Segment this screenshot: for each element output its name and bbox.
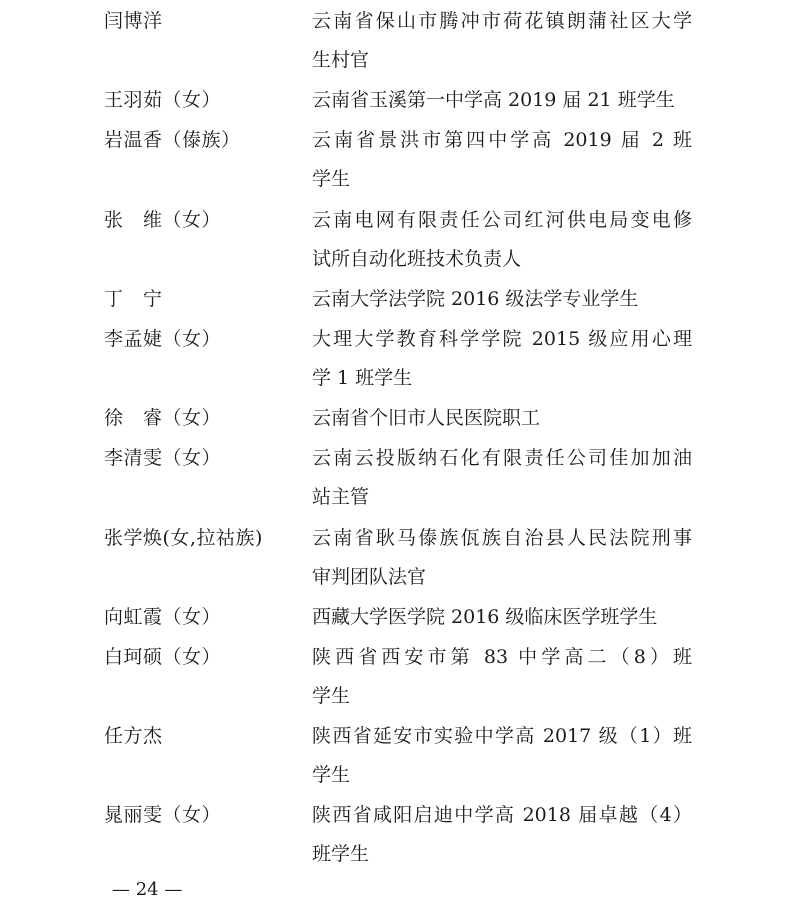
description-line: 陕西省咸阳启迪中学高 2018 届卓越（4）	[312, 804, 692, 827]
person-description	[312, 717, 692, 795]
person-name: 向虹霞（女）	[104, 605, 222, 628]
description-line: 云南省保山市腾冲市荷花镇朗蒲社区大学	[312, 10, 692, 32]
list-item	[0, 796, 793, 874]
person-name: 徐 睿（女）	[104, 407, 222, 430]
list-item	[0, 320, 793, 398]
list-item	[0, 638, 793, 716]
person-description	[312, 81, 692, 120]
description-line: 学生	[312, 168, 351, 191]
description-line: 大理大学教育科学学院 2015 级应用心理	[312, 328, 692, 350]
description-line: 生村官	[312, 49, 370, 71]
description-line: 云南电网有限责任公司红河供电局变电修	[312, 208, 692, 231]
list-item	[0, 81, 793, 120]
person-description	[312, 201, 692, 279]
description-line: 站主管	[312, 486, 370, 509]
person-name: 晁丽雯（女）	[104, 804, 222, 827]
person-name: 李孟婕（女）	[104, 328, 222, 350]
description-line: 云南省个旧市人民医院职工	[312, 407, 541, 430]
page-number: — 24 —	[112, 879, 183, 900]
description-line: 班学生	[312, 843, 370, 866]
description-line: 学 1 班学生	[312, 367, 413, 389]
person-description	[312, 439, 692, 517]
description-line: 学生	[312, 685, 351, 707]
description-line: 陕西省西安市第 83 中学高二（8）班	[312, 646, 692, 668]
list-item	[0, 439, 793, 517]
list-item	[0, 598, 793, 637]
person-description	[312, 598, 692, 637]
person-name: 岩温香（傣族）	[104, 129, 241, 152]
list-item	[0, 121, 793, 199]
person-description	[312, 796, 692, 874]
list-item	[0, 280, 793, 319]
description-line: 试所自动化班技术负责人	[312, 247, 522, 270]
person-description	[312, 2, 692, 80]
person-name: 任方杰	[104, 725, 163, 748]
list-item	[0, 399, 793, 438]
person-name: 闫博洋	[104, 10, 163, 32]
person-description	[312, 519, 692, 597]
person-name: 张 维（女）	[104, 208, 222, 231]
description-line: 审判团队法官	[312, 565, 427, 588]
description-line: 云南省玉溪第一中学高 2019 届 21 班学生	[312, 89, 675, 112]
description-line: 学生	[312, 764, 351, 787]
description-line: 西藏大学医学院 2016 级临床医学班学生	[312, 605, 658, 628]
person-name: 丁 宁	[104, 287, 163, 310]
list-item	[0, 201, 793, 279]
description-line: 云南省景洪市第四中学高 2019 届 2 班	[312, 129, 692, 152]
person-description	[312, 399, 692, 438]
person-description	[312, 280, 692, 319]
list-item	[0, 2, 793, 80]
person-name: 白珂硕（女）	[104, 646, 222, 668]
list-item	[0, 717, 793, 795]
person-name: 李清雯（女）	[104, 447, 222, 470]
description-line: 陕西省延安市实验中学高 2017 级（1）班	[312, 725, 692, 748]
person-description	[312, 121, 692, 199]
person-name: 张学焕(女,拉祜族)	[104, 526, 263, 549]
description-line: 云南大学法学院 2016 级法学专业学生	[312, 287, 639, 310]
person-description	[312, 638, 692, 716]
description-line: 云南云投版纳石化有限责任公司佳加加油	[312, 447, 692, 470]
description-line: 云南省耿马傣族佤族自治县人民法院刑事	[312, 526, 692, 549]
person-name: 王羽茹（女）	[104, 89, 222, 112]
list-item	[0, 519, 793, 597]
person-description	[312, 320, 692, 398]
